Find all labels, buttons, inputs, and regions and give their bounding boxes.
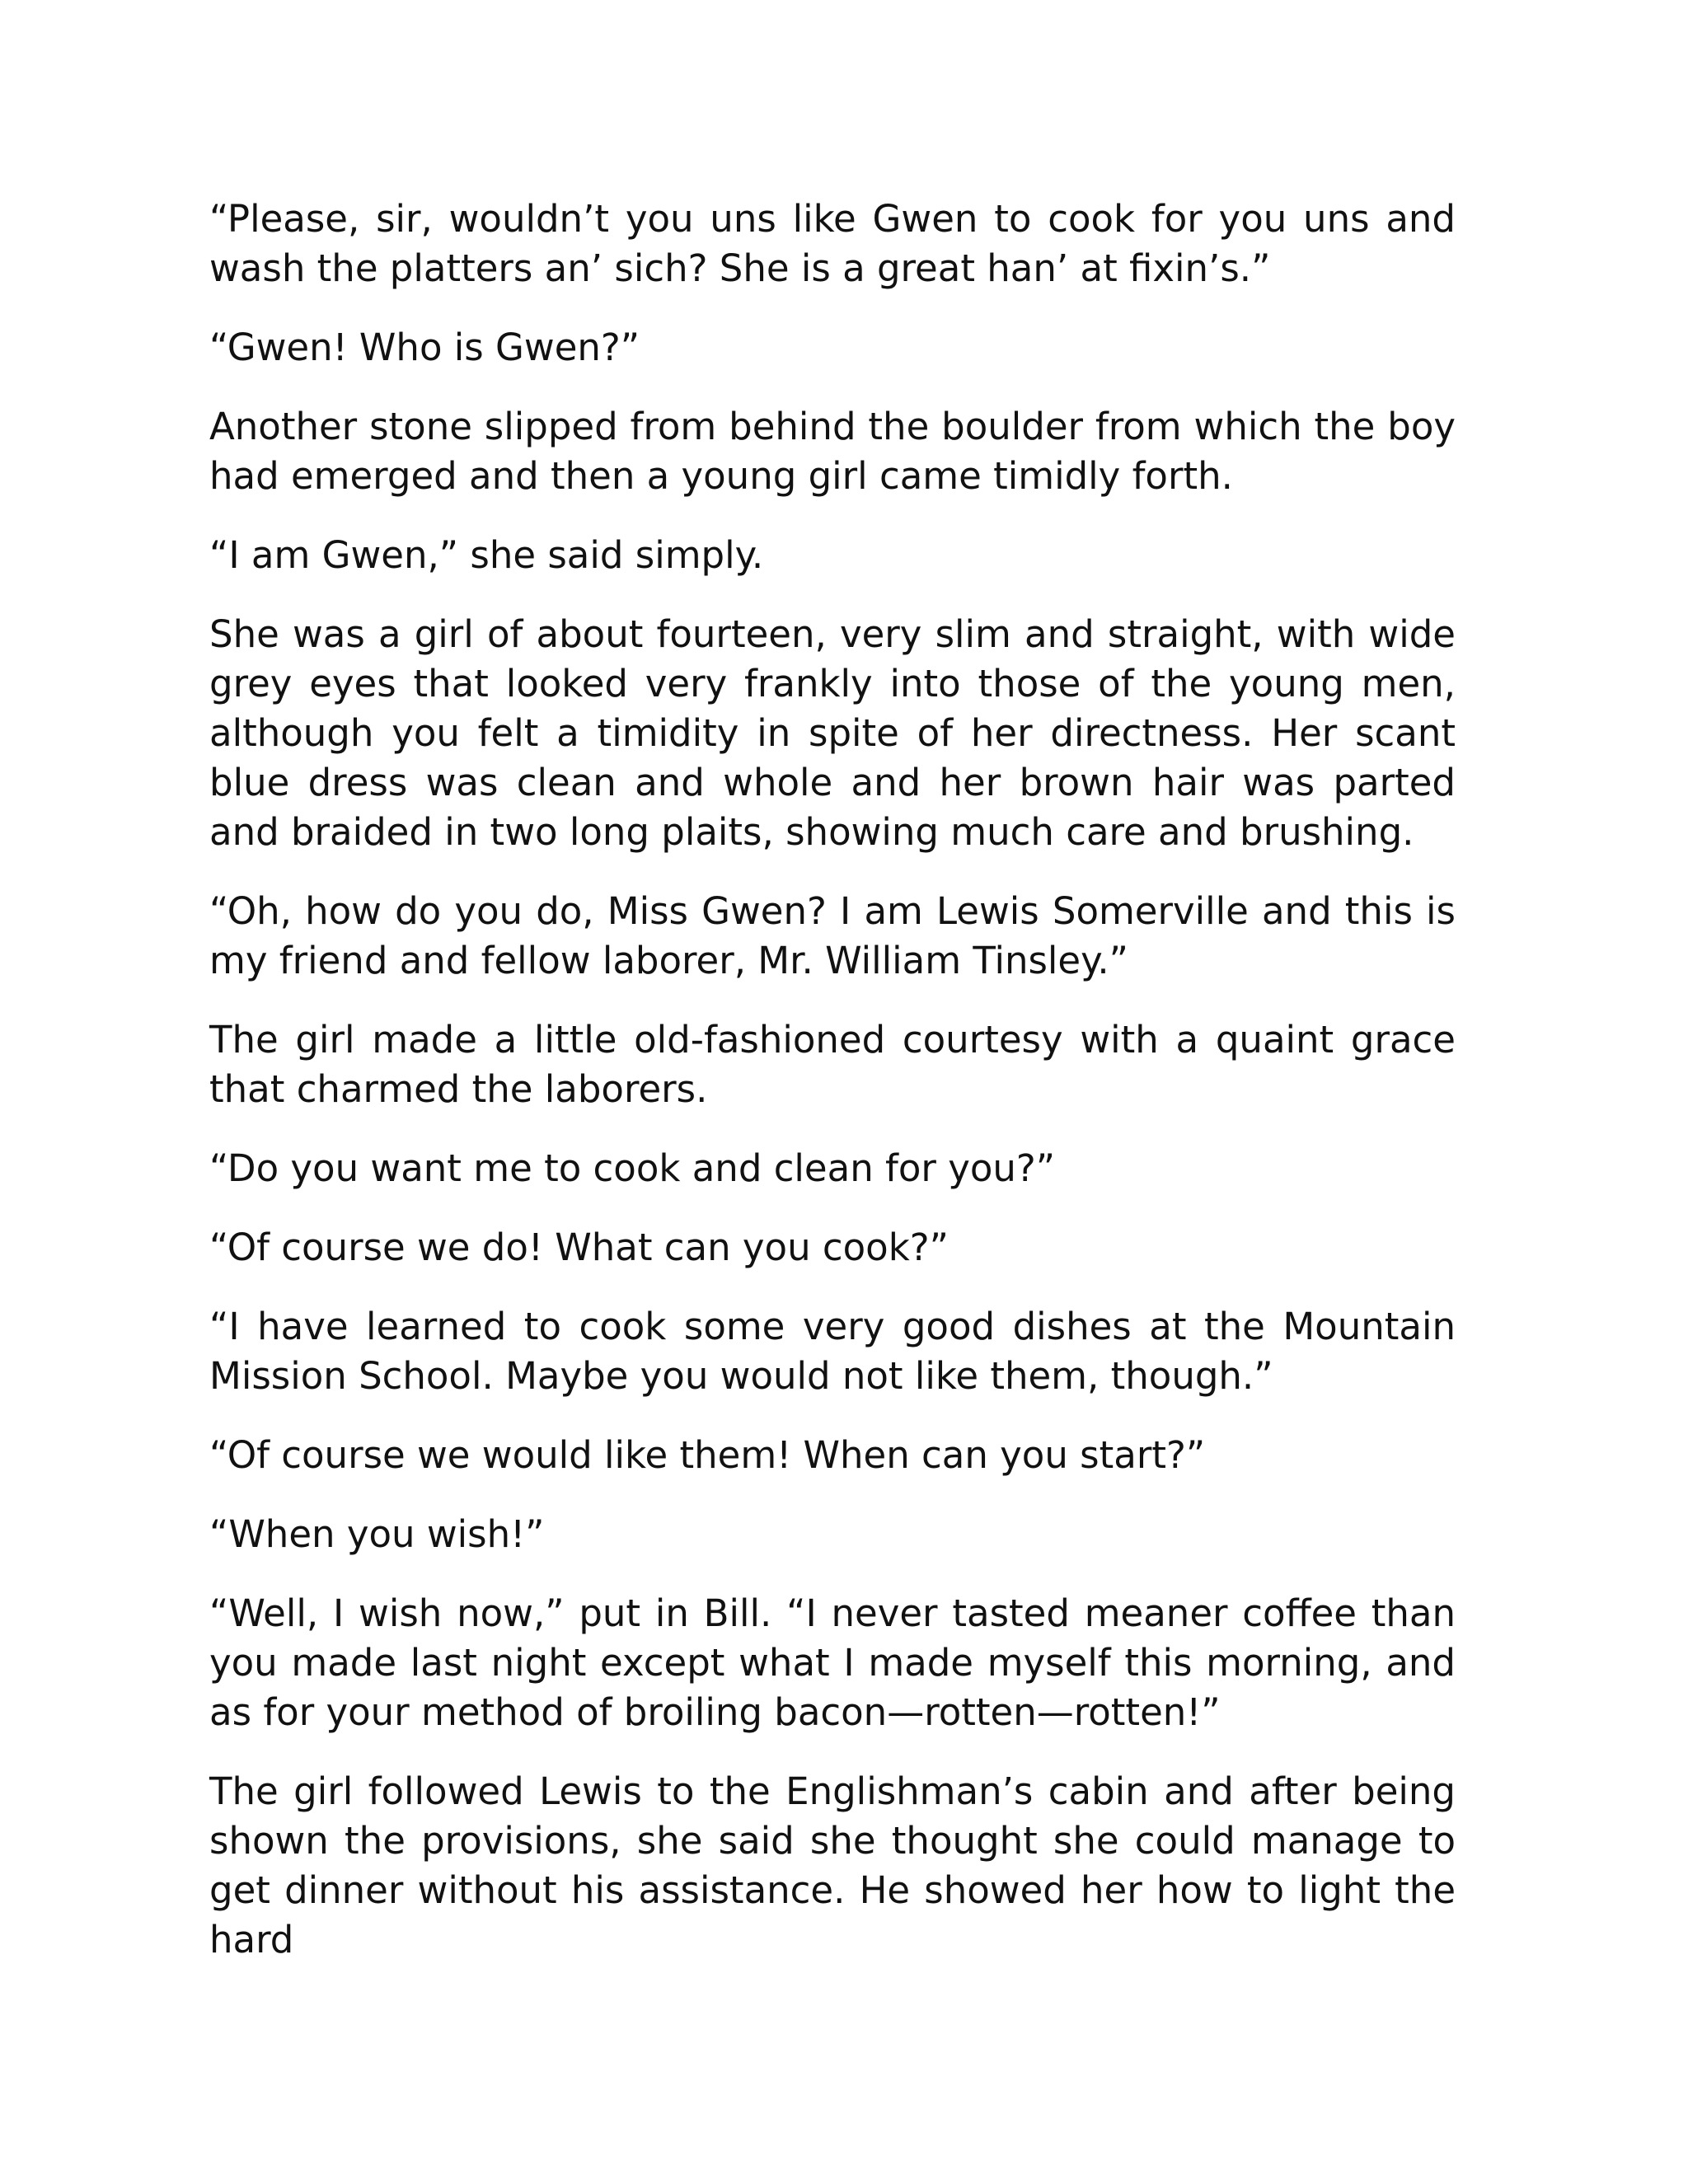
paragraph-when-start: “Of course we would like them! When can you start?” [209, 1433, 1206, 1477]
book-page-text [209, 194, 1456, 1965]
paragraph-stone-slipped: Another stone slipped from behind the boulder from which the boy had emerged and then a young girl came timidly forth. [209, 405, 1456, 498]
paragraph-introductions: “Oh, how do you do, Miss Gwen? I am Lewis Somerville and this is my friend and fellow laborer, Mr. William Tinsley.” [209, 889, 1456, 982]
paragraph-cook-and-clean: “Do you want me to cook and clean for you?” [209, 1146, 1056, 1190]
paragraph-gwen-offer: “Please, sir, wouldn’t you uns like Gwen to cook for you uns and wash the platters an’ sich? She is a great han’ at fixin’s.” [209, 197, 1456, 290]
paragraph-courtesy: The girl made a little old-fashioned courtesy with a quaint grace that charmed the laborers. [209, 1018, 1456, 1111]
paragraph-mission-school: “I have learned to cook some very good dishes at the Mountain Mission School. Maybe you would not like them, though.” [209, 1305, 1456, 1398]
paragraph-englishmans-cabin: The girl followed Lewis to the Englishman’s cabin and after being shown the provisions, she said she thought she could manage to get dinner without his assistance. He showed her how to light the hard [209, 1769, 1456, 1961]
paragraph-i-am-gwen: “I am Gwen,” she said simply. [209, 533, 764, 577]
paragraph-when-you-wish: “When you wish!” [209, 1512, 545, 1556]
paragraph-what-can-you-cook: “Of course we do! What can you cook?” [209, 1226, 949, 1269]
paragraph-bill-coffee: “Well, I wish now,” put in Bill. “I never tasted meaner coffee than you made last night except what I made myself this morning, and as for your method of broiling bacon—rotten—rotten!” [209, 1591, 1456, 1734]
paragraph-gwen-description: She was a girl of about fourteen, very slim and straight, with wide grey eyes that looked very frankly into those of the young men, although you felt a timidity in spite of her directness. Her scant blue dress was clean and whole and her brown hair was parted and braided in two long plaits, showing much care and brushing. [209, 612, 1456, 854]
paragraph-who-is-gwen: “Gwen! Who is Gwen?” [209, 326, 640, 369]
